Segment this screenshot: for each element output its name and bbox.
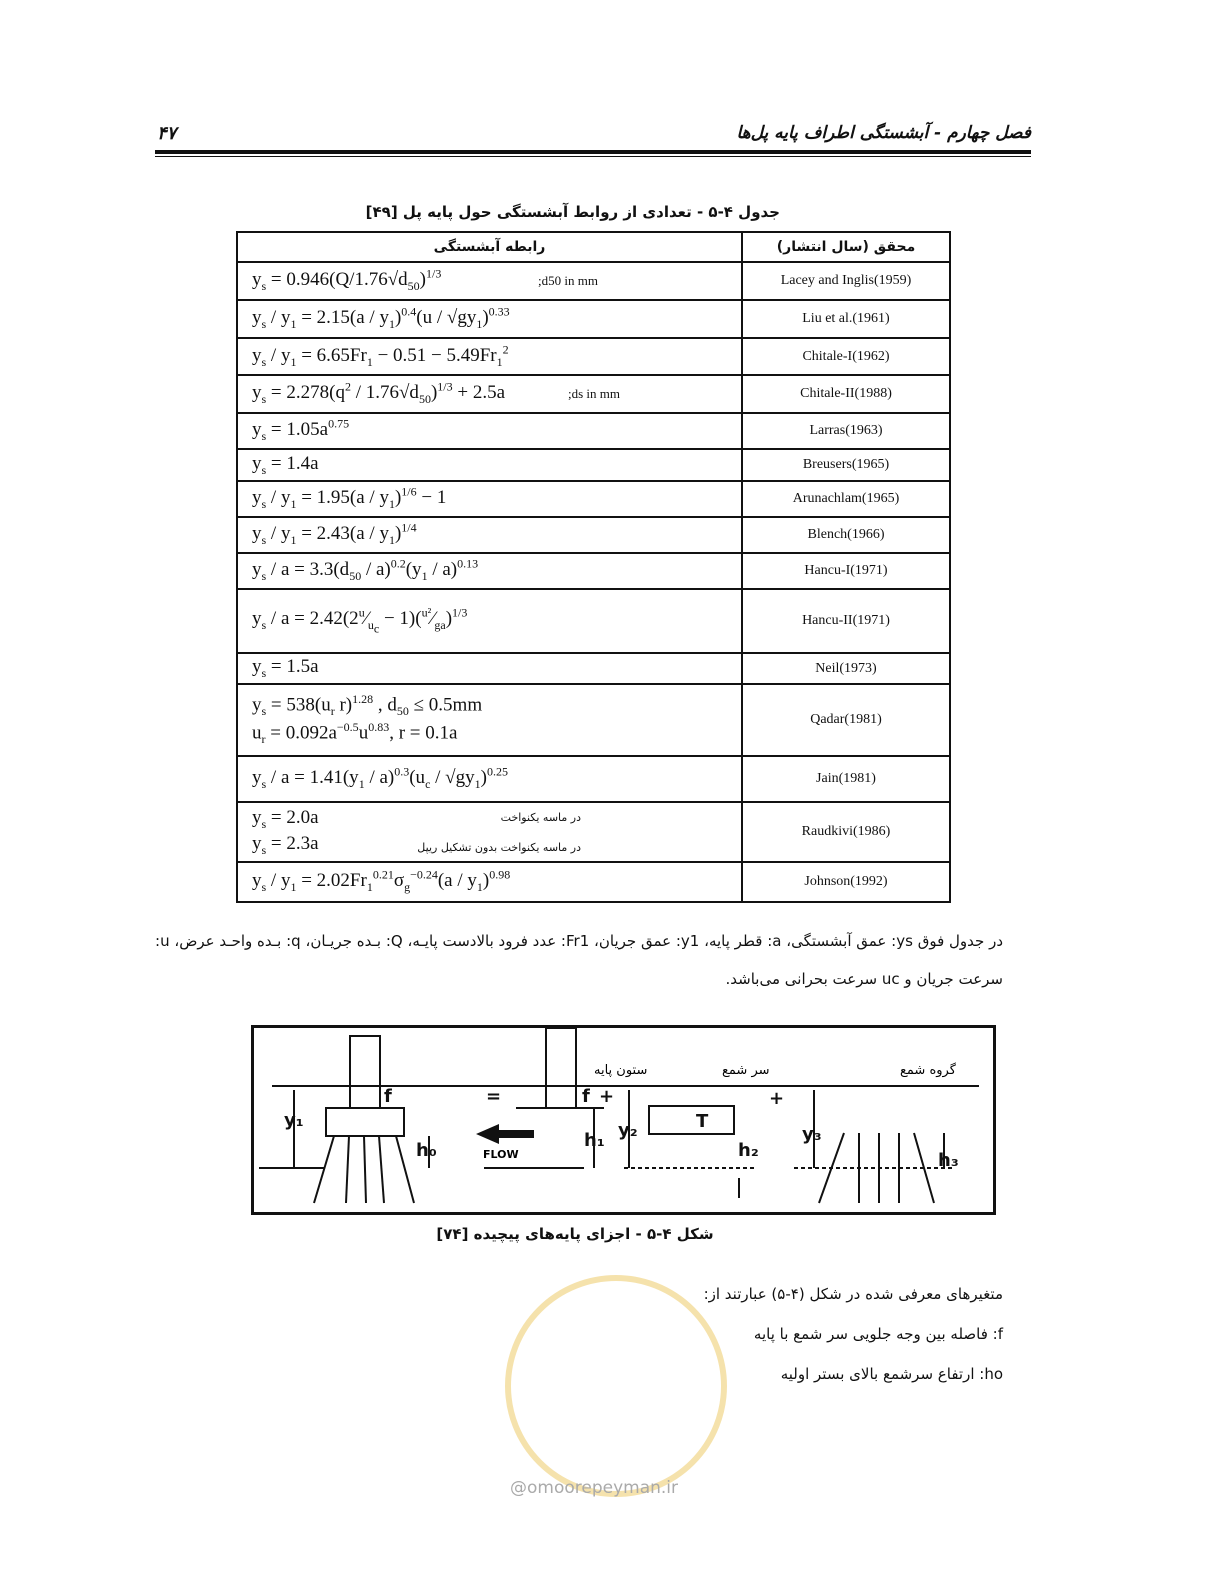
researcher-cell: Chitale-II(1988) bbox=[742, 375, 950, 413]
equation-cell: $y_s = 2.0a$ $y_s = 2.3a$ در ماسه یکنواخت در ماسه یکنواخت بدون تشکیل ریپل bbox=[237, 802, 742, 862]
page-number: ۴۷ bbox=[157, 123, 177, 144]
svg-text:y₁: y₁ bbox=[284, 1110, 304, 1131]
page-header bbox=[155, 115, 1031, 155]
header-rule-thin bbox=[155, 156, 1031, 157]
equation-note: در ماسه یکنواخت bbox=[500, 811, 581, 824]
equation-cell: $y_s$ / $a = 2.42(2^u⁄_{u_c}$ − $1)(^{u^2}⁄_{ga})^{1/3}$ bbox=[237, 589, 742, 653]
researcher-cell: Liu et al.(1961) bbox=[742, 300, 950, 338]
header-researcher: محقق (سال انتشار) bbox=[742, 232, 950, 262]
equation-cell: $y_s = 1.4a$ bbox=[237, 449, 742, 481]
table-row bbox=[237, 589, 950, 653]
svg-text:f: f bbox=[582, 1086, 590, 1107]
researcher-cell: Hancu-II(1971) bbox=[742, 589, 950, 653]
variable-h0: ho: ارتفاع سرشمع بالای بستر اولیه bbox=[780, 1365, 1003, 1383]
complex-pier-figure bbox=[251, 1025, 996, 1215]
researcher-cell: Lacey and Inglis(1959) bbox=[742, 262, 950, 300]
researcher-cell: Raudkivi(1986) bbox=[742, 802, 950, 862]
variable-f: f: فاصله بین وجه جلویی سر شمع با پایه bbox=[753, 1325, 1003, 1343]
table-row bbox=[237, 862, 950, 902]
svg-text:+: + bbox=[599, 1086, 615, 1107]
svg-text:h₂: h₂ bbox=[738, 1140, 759, 1161]
table-row bbox=[237, 375, 950, 413]
table-row bbox=[237, 756, 950, 802]
table-row bbox=[237, 553, 950, 589]
equation-cell: $y_s / a = 3.3(d_{50} / a)^{0.2}(y_1 / a)^{0.13}$ bbox=[237, 553, 742, 589]
equation-cell: $y_s = 538(u_r$ r)$^{1.28}$ , $d_{50} \le 0.5mm$ $u_r = 0.092a^{-0.5}u^{0.83}$, r = 0.1a bbox=[237, 684, 742, 756]
svg-text:y₂: y₂ bbox=[618, 1120, 638, 1141]
header-rule bbox=[155, 150, 1031, 154]
table-row bbox=[237, 300, 950, 338]
pier-diagram bbox=[254, 1028, 993, 1212]
svg-text:h₀: h₀ bbox=[416, 1140, 437, 1161]
equation-note: ;d50 in mm bbox=[538, 273, 598, 288]
flow-label: FLOW bbox=[483, 1148, 519, 1161]
researcher-cell: Neil(1973) bbox=[742, 653, 950, 684]
svg-text:T: T bbox=[696, 1111, 709, 1132]
svg-text:h₁: h₁ bbox=[584, 1130, 605, 1151]
table-row bbox=[237, 481, 950, 517]
equation-cell: $y_s / y_1 = 2.43(a / y_1)^{1/4}$ bbox=[237, 517, 742, 553]
researcher-cell: Breusers(1965) bbox=[742, 449, 950, 481]
equation-note: در ماسه یکنواخت بدون تشکیل ریپل bbox=[417, 841, 581, 854]
table-row bbox=[237, 413, 950, 449]
equation-cell: $y_s / y_1 = 1.95(a / y_1)^{1/6} - 1$ bbox=[237, 481, 742, 517]
researcher-cell: Blench(1966) bbox=[742, 517, 950, 553]
watermark-text: @omoorepeyman.ir bbox=[510, 1478, 679, 1498]
researcher-cell: Chitale-I(1962) bbox=[742, 338, 950, 375]
svg-text:+: + bbox=[769, 1088, 785, 1109]
researcher-cell: Hancu-I(1971) bbox=[742, 553, 950, 589]
svg-text:y₃: y₃ bbox=[802, 1124, 822, 1145]
equation-cell: $y_s / a = 1.41(y_1 / a)^{0.3}(u_c / √gy_1)^{0.25}$ bbox=[237, 756, 742, 802]
table-row bbox=[237, 449, 950, 481]
equation-cell: $y_s = 2.278(q^2 / 1.76√d_{50})^{1/3} + 2.5a$ ;ds in mm bbox=[237, 375, 742, 413]
label-pilegroup: گروه شمع bbox=[900, 1063, 956, 1078]
equation-cell: $y_s = 1.05a^{0.75}$ bbox=[237, 413, 742, 449]
researcher-cell: Johnson(1992) bbox=[742, 862, 950, 902]
equation-cell: $y_s / y_1 = 6.65Fr_1 - 0.51 - 5.49Fr_1^2$ bbox=[237, 338, 742, 375]
equation-cell: $y_s = 1.5a$ bbox=[237, 653, 742, 684]
researcher-cell: Larras(1963) bbox=[742, 413, 950, 449]
figure-caption: شکل ۴-۵ - اجزای پایه‌های پیچیده [۷۴] bbox=[436, 1225, 714, 1243]
flow-arrow-icon bbox=[476, 1124, 534, 1144]
researcher-cell: Jain(1981) bbox=[742, 756, 950, 802]
table-row bbox=[237, 684, 950, 756]
table-caption: جدول ۴-۵ - تعدادی از روابط آبشستگی حول پایه پل [۴۹] bbox=[365, 203, 780, 221]
table-explanation: در جدول فوق ys: عمق آبشستگی، a: قطر پایه، y1: عمق جریان، Fr1: عدد فرود بالادست پایـه، Q: بـده جریـان، q: بـده واحـد عرض، u: سرعت جریان و uc سرعت بحرانی می‌باشد. bbox=[155, 932, 1004, 988]
label-pilecap: سر شمع bbox=[722, 1063, 770, 1078]
svg-text:h₃: h₃ bbox=[938, 1150, 959, 1171]
label-column: ستون پایه bbox=[594, 1063, 648, 1078]
table-row bbox=[237, 338, 950, 375]
scour-equations-table bbox=[236, 231, 951, 903]
table-row bbox=[237, 517, 950, 553]
variables-intro: متغیرهای معرفی شده در شکل (۴-۵) عبارتند از: bbox=[703, 1285, 1003, 1303]
chapter-title: فصل چهارم - آبشستگی اطراف پایه پل‌ها bbox=[736, 123, 1031, 143]
table-row bbox=[237, 653, 950, 684]
equation-note: ;ds in mm bbox=[568, 386, 621, 401]
researcher-cell: Qadar(1981) bbox=[742, 684, 950, 756]
equation-cell: $y_s = 0.946(Q/1.76√d_{50})^{1/3}$ ;d50 in mm bbox=[237, 262, 742, 300]
svg-text:=: = bbox=[486, 1086, 502, 1107]
watermark-seal bbox=[505, 1275, 727, 1497]
equation-cell: $y_s / y_1 = 2.02Fr_1^{0.21}\sigma_g^{-0.24}(a / y_1)^{0.98}$ bbox=[237, 862, 742, 902]
table-header-row bbox=[237, 232, 950, 262]
svg-text:f: f bbox=[384, 1086, 392, 1107]
table-row bbox=[237, 262, 950, 300]
equation-cell: $y_s / y_1 = 2.15(a / y_1)^{0.4}(u / √gy_1)^{0.33}$ bbox=[237, 300, 742, 338]
header-equation: رابطه آبشستگی bbox=[237, 232, 742, 262]
table-row bbox=[237, 802, 950, 862]
researcher-cell: Arunachlam(1965) bbox=[742, 481, 950, 517]
